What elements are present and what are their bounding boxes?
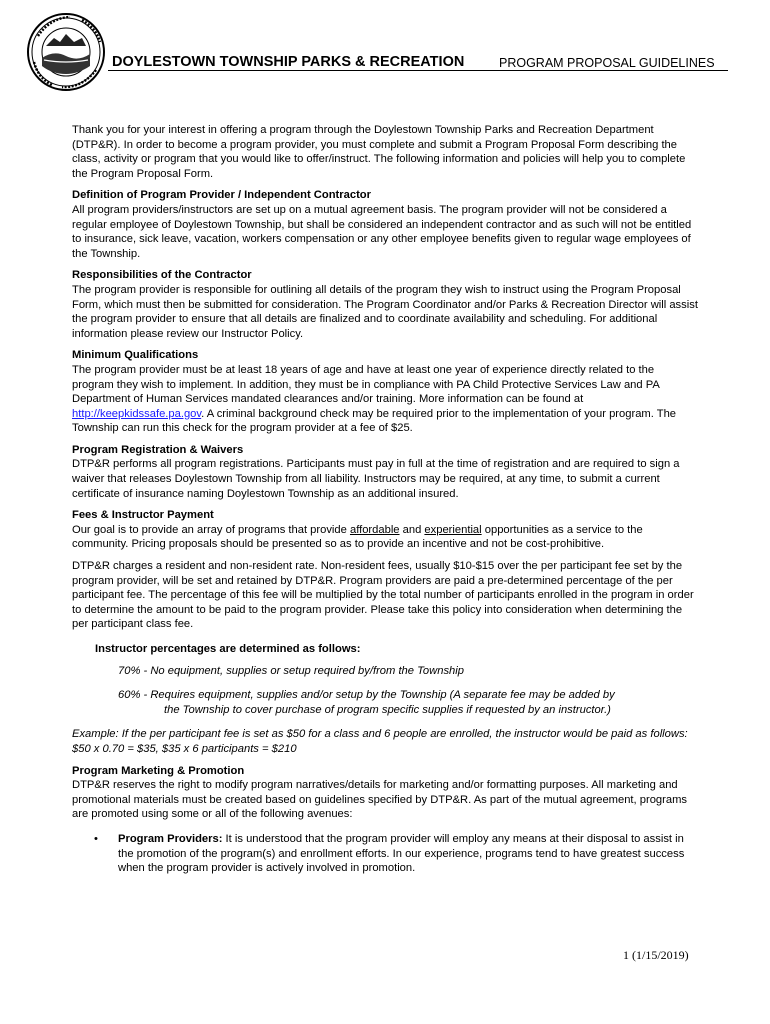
experiential-word: experiential xyxy=(424,523,482,536)
fees-text-b: and xyxy=(399,523,425,536)
document-subtitle: PROGRAM PROPOSAL GUIDELINES xyxy=(499,56,715,70)
qualifications-text-b: . A criminal background check may be required prior to the implementation of your program. The Township can run this check for the program provider at a fee of $25. xyxy=(72,407,677,435)
marketing-heading: Program Marketing & Promotion xyxy=(72,764,245,777)
bullet-text xyxy=(118,832,698,876)
qualifications-body xyxy=(72,363,698,436)
fees-text-c: opportunities as a service to the community. Pricing proposals should be presented so as to provide an incentive and not be cost-prohibitive. xyxy=(72,523,643,551)
instructor-percentages-heading: Instructor percentages are determined as follows: xyxy=(95,643,361,655)
responsibilities-heading: Responsibilities of the Contractor xyxy=(72,269,252,282)
definition-heading: Definition of Program Provider / Independent Contractor xyxy=(72,189,371,202)
fee-example: Example: If the per participant fee is set as $50 for a class and 6 people are enrolled, the instructor would be paid as follows: $50 x 0.70 = $35, $35 x 6 participants = $210 xyxy=(72,728,688,755)
qualifications-heading: Minimum Qualifications xyxy=(72,349,199,362)
keepkidssafe-link[interactable]: http://keepkidssafe.pa.gov xyxy=(72,407,202,420)
bullet-icon: • xyxy=(94,832,98,845)
qualifications-text-a: The program provider must be at least 18 years of age and have at least one year of experience directly related to the program they wish to implement. In addition, they must be in compliance with PA Child Protective Services Law and PA Department of Human Services mandated clearances and/or training. More information can be found at xyxy=(72,363,660,406)
percentage-60-line1: 60% - Requires equipment, supplies and/or setup by the Township (A separate fee may be added by xyxy=(118,689,615,702)
percentage-60 xyxy=(118,688,698,717)
percentage-70: 70% - No equipment, supplies or setup required by/from the Township xyxy=(118,664,464,677)
fees-text-a: Our goal is to provide an array of programs that provide xyxy=(72,523,350,536)
fees-heading: Fees & Instructor Payment xyxy=(72,509,214,522)
registration-heading: Program Registration & Waivers xyxy=(72,443,244,456)
registration-body: DTP&R performs all program registrations. Participants must pay in full at the time of registration and are required to sign a waiver that releases Doylestown Township from all liability. Instructors may be required, at any time, to submit a current certificate of insurance naming Doylestown Township as an additional insured. xyxy=(72,458,680,500)
intro-paragraph: Thank you for your interest in offering a program through the Doylestown Township Parks and Recreation Department (DTP&R). In order to become a program provider, you must complete and submit a Program Proposal Form describing the class, activity or program that you would like to offer/instruct. The following information and policies will help you to complete the Program Proposal Form. xyxy=(72,124,686,180)
bullet-body: It is understood that the program provider will employ any means at their disposal to assist in the promotion of the program(s) and enrollment efforts. In our experience, programs tend to have greatest success when the program provider is actively involved in promotion. xyxy=(118,832,685,875)
marketing-body: DTP&R reserves the right to modify program narratives/details for marketing and/or formatting purposes. All marketing and promotional materials must be created based on guidelines specified by DTP&R. As part of the mutual agreement, programs are promoted using some or all of the following avenues: xyxy=(72,779,688,821)
bullet-label: Program Providers: xyxy=(118,832,223,845)
page-number: 1 (1/15/2019) xyxy=(623,948,689,962)
header-rule xyxy=(108,70,728,71)
fees-body xyxy=(72,523,698,552)
responsibilities-body: The program provider is responsible for outlining all details of the program they wish to instruct using the Program Proposal Form, which must then be submitted for consideration. The Program Coordinator and/or Parks & Recreation Director will assist the program provider to ensure that all details are finalized and to coordinate availability and scheduling. For additional information please review our Instructor Policy. xyxy=(72,283,698,340)
fees-body-2: DTP&R charges a resident and non-resident rate. Non-resident fees, usually $10-$15 over the per participant fee set by the program provider, will be set and retained by DTP&R. Program providers are paid a pre-determined percentage of the per participant fee. The percentage of this fee will be multiplied by the total number of participants enrolled in the program in order to determine the amount to be paid to the program provider. Please take this policy into consideration when determining the per participant class fee. xyxy=(72,560,694,631)
percentage-60-line2: the Township to cover purchase of program specific supplies if requested by an instructor.) xyxy=(164,703,611,716)
document-body xyxy=(72,123,698,876)
document-title: DOYLESTOWN TOWNSHIP PARKS & RECREATION xyxy=(112,54,465,70)
definition-body: All program providers/instructors are set up on a mutual agreement basis. The program provider will not be considered a regular employee of Doylestown Township, but shall be considered an independent contractor and as such will not be entitled to insurance, sick leave, vacation, workers compensation or any other employee benefits given to regular wage employees of the Township. xyxy=(72,203,692,260)
township-seal-logo xyxy=(26,12,106,92)
list-item xyxy=(72,832,698,876)
affordable-word: affordable xyxy=(349,523,400,536)
